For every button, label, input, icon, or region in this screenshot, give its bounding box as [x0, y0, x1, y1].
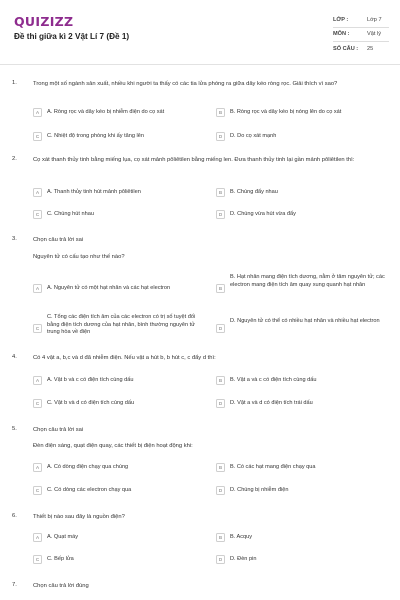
option-letter-box: A: [33, 376, 42, 385]
question-text: Chọn câu trả lời sai: [33, 237, 84, 243]
option-text: B. Ròng rọc và dây kéo bị nóng lên do cọ xát: [230, 109, 342, 115]
meta-subject-key: MÔN :: [333, 31, 350, 37]
meta-class-key: LỚP :: [333, 17, 349, 23]
option-text: B. Vật a và c có điện tích cùng dấu: [230, 377, 317, 383]
option-letter-box: C: [33, 555, 42, 564]
option-letter-box: A: [33, 108, 42, 117]
option-text: D. Do cọ xát mạnh: [230, 133, 277, 139]
question-text: Cọ xát thanh thủy tinh bằng miếng lụa, cọ xát mảnh pôliêtilen bằng miếng len. Đưa thanh thủy tinh lại gần mảnh pôliêtilen thì:: [33, 157, 355, 163]
option-letter-box: D: [216, 399, 225, 408]
option-text: C. Bếp lửa: [47, 556, 74, 562]
option-letter-box: D: [216, 486, 225, 495]
worksheet-header: [0, 0, 400, 66]
option-letter-box: C: [33, 210, 42, 219]
option-letter-box: A: [33, 533, 42, 542]
question-number: 2.: [12, 156, 17, 162]
meta-count-key: SỐ CÂU :: [333, 46, 359, 52]
question-number: 6.: [12, 513, 17, 519]
option-text: A. Ròng rọc và dây kéo bị nhiễm điện do cọ xát: [47, 109, 165, 115]
page-title: Đề thi giữa kì 2 Vật Lí 7 (Đề 1): [14, 32, 130, 41]
option-letter-box: D: [216, 555, 225, 564]
option-text: C. Tổng các điện tích âm của các electron có trị số tuyệt đối bằng điện tích dương của hạt nhân, bình thường nguyên tử trung hòa về điện: [47, 314, 196, 336]
option-text: D. Đèn pin: [230, 556, 257, 562]
option-letter-box: A: [33, 284, 42, 293]
question-text: Thiết bị nào sau đây là nguồn điện?: [33, 514, 125, 520]
option-text: A. Nguyên tử có một hạt nhân và các hạt electron: [47, 285, 171, 291]
option-letter-box: A: [33, 188, 42, 197]
option-text: D. Chúng bị nhiễm điện: [230, 487, 289, 493]
question-number: 5.: [12, 426, 17, 432]
question-number: 7.: [12, 582, 17, 588]
option-letter-box: C: [33, 324, 42, 333]
option-text: D. Vật a và d có điện tích trái dấu: [230, 400, 313, 406]
option-text: B. Có các hạt mang điện chạy qua: [230, 464, 316, 470]
question-number: 1.: [12, 80, 17, 86]
option-text: C. Nhiệt độ trong phòng khi ấy tăng lên: [47, 133, 145, 139]
option-letter-box: B: [216, 376, 225, 385]
meta-divider: [333, 27, 389, 28]
question-number: 4.: [12, 354, 17, 360]
option-letter-box: B: [216, 108, 225, 117]
option-letter-box: B: [216, 463, 225, 472]
option-text: D. Nguyên tử có thể có nhiều hạt nhân và nhiều hạt electron: [230, 318, 380, 324]
option-letter-box: C: [33, 486, 42, 495]
option-text: D. Chúng vừa hút vừa đẩy: [230, 211, 296, 217]
option-text: A. Thanh thủy tinh hút mảnh pôliêtilen: [47, 189, 141, 195]
option-text: C. Chúng hút nhau: [47, 211, 94, 217]
option-letter-box: D: [216, 132, 225, 141]
question-number: 3.: [12, 236, 17, 242]
option-letter-box: A: [33, 463, 42, 472]
option-letter-box: B: [216, 284, 225, 293]
question-subtext: Nguyên tử có cấu tạo như thế nào?: [33, 254, 125, 260]
meta-count-value: 25: [367, 46, 374, 52]
option-text: A. Có dòng điện chạy qua chúng: [47, 464, 129, 470]
option-text: C. Vật b và d có điện tích cùng dấu: [47, 400, 135, 406]
question-text: Chọn câu trả lời đúng: [33, 583, 89, 589]
option-text: C. Có dòng các electron chạy qua: [47, 487, 132, 493]
option-letter-box: D: [216, 324, 225, 333]
question-text: Chọn câu trả lời sai: [33, 427, 84, 433]
question-text: Có 4 vật a, b,c và d đã nhiễm điện. Nếu vật a hút b, b hút c, c đẩy d thì:: [33, 355, 216, 361]
option-letter-box: D: [216, 210, 225, 219]
quizizz-logo: QUIZIZZ: [14, 14, 74, 29]
question-text: Trong một số ngành sản xuất, nhiều khi người ta thấy có các tia lửa phóng ra giữa dây kéo ròng rọc. Giải thích vì sao?: [33, 81, 338, 87]
question-subtext: Đèn điện sáng, quạt điện quay, các thiết bị điện hoạt động khi:: [33, 443, 193, 449]
option-letter-box: C: [33, 132, 42, 141]
option-text: B. Hạt nhân mang điện tích dương, nằm ở tâm nguyên tử; các electron mang điện tích âm quay xung quanh hạt nhân: [230, 274, 385, 288]
option-text: A. Vật b và c có điện tích cùng dấu: [47, 377, 134, 383]
option-text: A. Quạt máy: [47, 534, 79, 540]
meta-divider: [333, 41, 389, 42]
option-text: B. Chúng đẩy nhau: [230, 189, 278, 195]
option-text: B. Acquy: [230, 534, 253, 540]
option-letter-box: C: [33, 399, 42, 408]
meta-class-value: Lớp 7: [367, 17, 382, 23]
option-letter-box: B: [216, 533, 225, 542]
meta-subject-value: Vật lý: [367, 31, 381, 37]
header-divider: [0, 64, 400, 65]
option-letter-box: B: [216, 188, 225, 197]
